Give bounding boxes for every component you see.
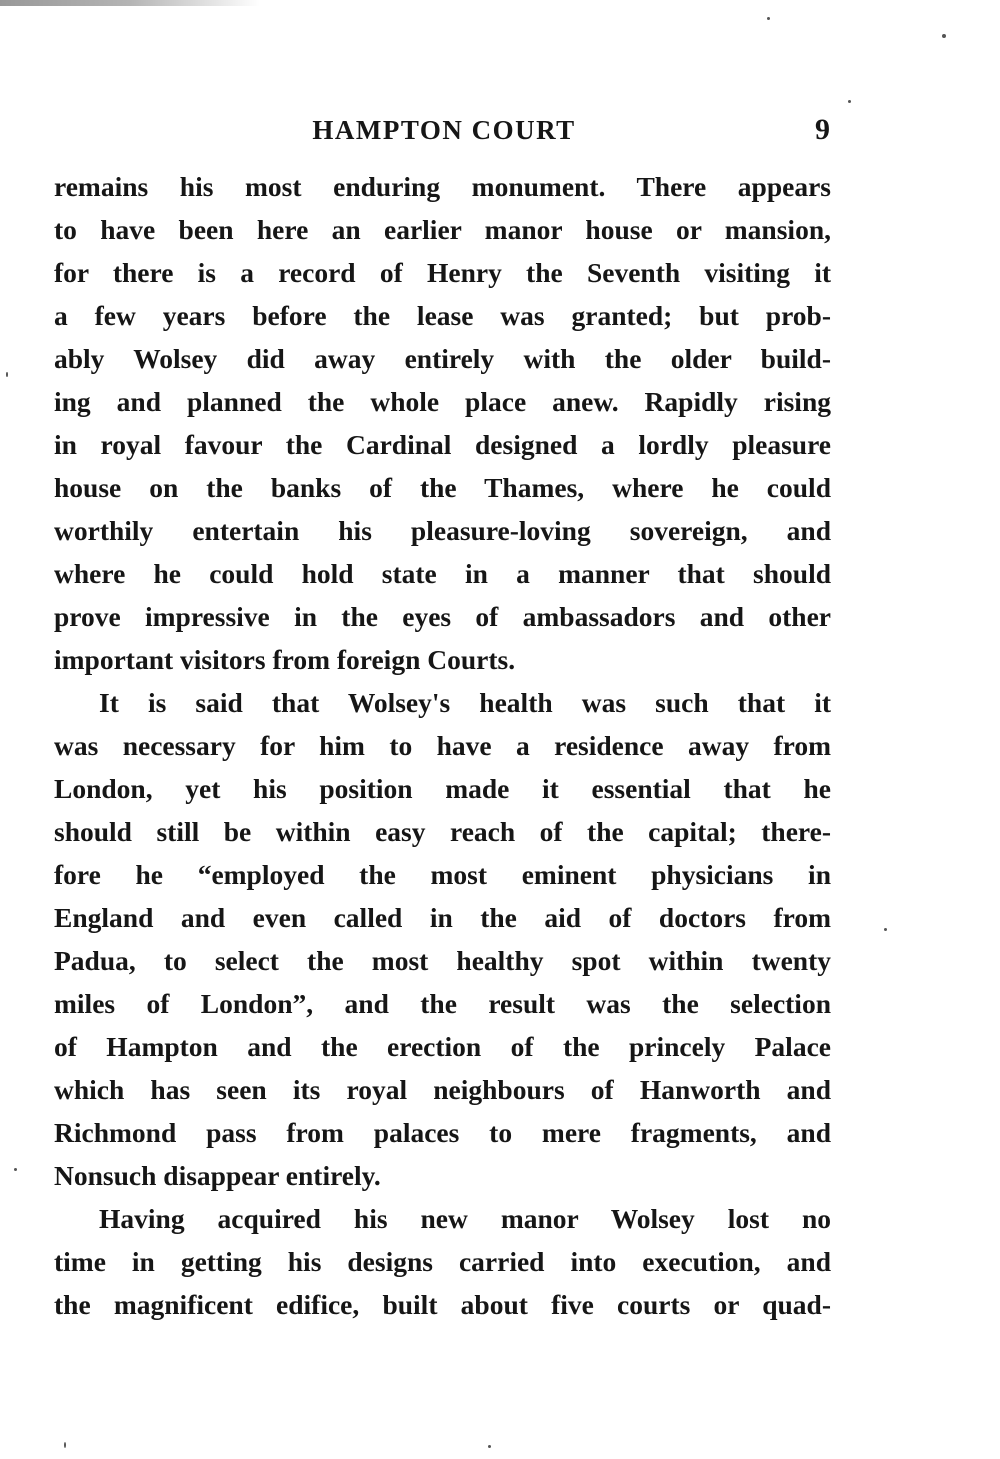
text-line: a few years before the lease was granted; but prob- (54, 300, 831, 331)
paragraph-start-line: It is said that Wolsey's health was such that it (99, 687, 831, 718)
text-line: Padua, to select the most healthy spot within twenty (54, 945, 831, 976)
text-line: where he could hold state in a manner that should (54, 558, 831, 589)
paragraph-end-line: Nonsuch disappear entirely. (54, 1160, 381, 1191)
text-line: prove impressive in the eyes of ambassadors and other (54, 601, 831, 632)
scan-speck (488, 1445, 491, 1448)
text-line: was necessary for him to have a residence away from (54, 730, 831, 761)
scan-speck (14, 1168, 17, 1171)
text-line: for there is a record of Henry the Seventh visiting it (54, 257, 831, 288)
paragraph-end-line: important visitors from foreign Courts. (54, 644, 516, 675)
page-number: 9 (815, 113, 830, 146)
text-line: fore he “employed the most eminent physicians in (54, 859, 831, 890)
scan-speck (884, 928, 887, 931)
text-line: Richmond pass from palaces to mere fragments, and (54, 1117, 831, 1148)
text-line: ing and planned the whole place anew. Rapidly rising (54, 386, 831, 417)
scan-speck (64, 1442, 66, 1448)
text-line: house on the banks of the Thames, where he could (54, 472, 831, 503)
page-header (54, 110, 834, 150)
text-line: should still be within easy reach of the capital; there- (54, 816, 831, 847)
text-line: miles of London”, and the result was the selection (54, 988, 831, 1019)
text-line: worthily entertain his pleasure-loving sovereign, and (54, 515, 831, 546)
text-line: of Hampton and the erection of the princely Palace (54, 1031, 831, 1062)
running-head: HAMPTON COURT (312, 115, 576, 145)
text-line: in royal favour the Cardinal designed a lordly pleasure (54, 429, 831, 460)
scan-speck (848, 100, 851, 103)
text-line: which has seen its royal neighbours of Hanworth and (54, 1074, 831, 1105)
text-line: time in getting his designs carried into execution, and (54, 1246, 831, 1277)
paragraph-start-line: Having acquired his new manor Wolsey lost no (99, 1203, 831, 1234)
text-line: the magnificent edifice, built about five courts or quad- (54, 1289, 831, 1320)
scan-speck (6, 372, 8, 377)
text-line: London, yet his position made it essential that he (54, 773, 831, 804)
scan-edge-shadow (0, 0, 260, 6)
scan-speck (942, 34, 946, 38)
text-line: to have been here an earlier manor house or mansion, (54, 214, 831, 245)
text-line: remains his most enduring monument. There appears (54, 171, 831, 202)
body-text (54, 165, 831, 1326)
text-line: ably Wolsey did away entirely with the older build- (54, 343, 831, 374)
text-line: England and even called in the aid of doctors from (54, 902, 831, 933)
scan-speck (767, 17, 770, 20)
